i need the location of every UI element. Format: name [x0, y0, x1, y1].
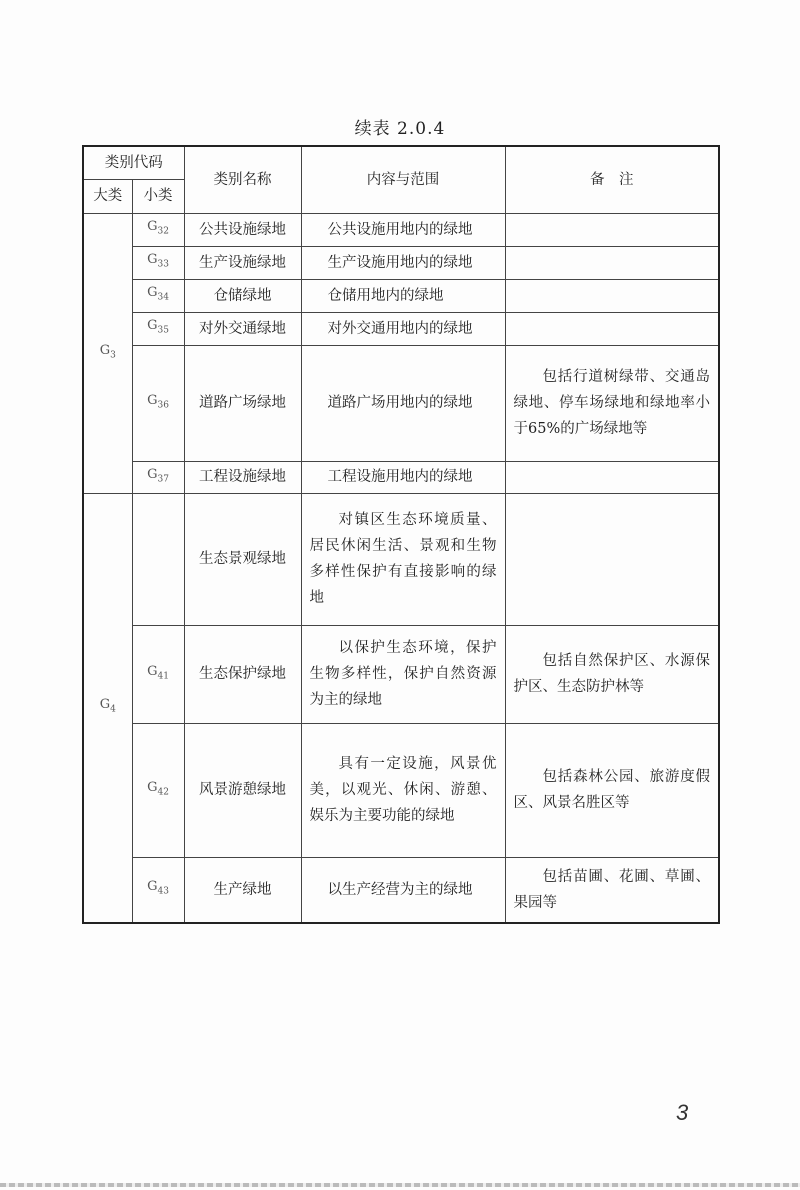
- remark: 包括行道树绿带、交通岛绿地、停车场绿地和绿地率小于65%的广场绿地等: [505, 345, 719, 461]
- header-code: 类别代码: [83, 146, 184, 179]
- category-name: 对外交通绿地: [184, 312, 301, 345]
- table-title: 续表 2.0.4: [354, 119, 446, 139]
- minor-code: $G_{35}$: [132, 312, 184, 345]
- major-code: $G_3$: [83, 213, 132, 493]
- minor-code: $G_{33}$: [132, 246, 184, 279]
- content-scope: 对镇区生态环境质量、居民休闲生活、景观和生物多样性保护有直接影响的绿地: [301, 493, 505, 625]
- table-row: [83, 857, 719, 923]
- category-name: 风景游憩绿地: [184, 723, 301, 857]
- table-row: [83, 461, 719, 493]
- table-row: [83, 345, 719, 461]
- content-scope: 具有一定设施，风景优美，以观光、休闲、游憩、娱乐为主要功能的绿地: [301, 723, 505, 857]
- content-scope: 道路广场用地内的绿地: [301, 345, 505, 461]
- content-scope: 工程设施用地内的绿地: [301, 461, 505, 493]
- remark: [505, 461, 719, 493]
- table-row: [83, 312, 719, 345]
- remark: [505, 246, 719, 279]
- content-scope: 以生产经营为主的绿地: [301, 857, 505, 923]
- category-name: 仓储绿地: [184, 279, 301, 312]
- page-number: 3: [676, 1100, 689, 1125]
- remark: [505, 312, 719, 345]
- minor-code: $G_{34}$: [132, 279, 184, 312]
- remark: [505, 213, 719, 246]
- table-row: [83, 723, 719, 857]
- category-name: 生态景观绿地: [184, 493, 301, 625]
- header-note: 备 注: [505, 146, 719, 213]
- header-minor: 小类: [132, 179, 184, 213]
- minor-code: $G_{32}$: [132, 213, 184, 246]
- minor-code: $G_{43}$: [132, 857, 184, 923]
- page-edge: [0, 1183, 800, 1187]
- table-row: [83, 625, 719, 723]
- remark: [505, 279, 719, 312]
- content-scope: 公共设施用地内的绿地: [301, 213, 505, 246]
- content-scope: 仓储用地内的绿地: [301, 279, 505, 312]
- remark: [505, 493, 719, 625]
- minor-code: $G_{41}$: [132, 625, 184, 723]
- table-row: [83, 493, 719, 625]
- remark: 包括森林公园、旅游度假区、风景名胜区等: [505, 723, 719, 857]
- header-scope: 内容与范围: [301, 146, 505, 213]
- category-name: 生产绿地: [184, 857, 301, 923]
- minor-code: [132, 493, 184, 625]
- minor-code: $G_{42}$: [132, 723, 184, 857]
- header-name: 类别名称: [184, 146, 301, 213]
- category-name: 工程设施绿地: [184, 461, 301, 493]
- content-scope: 生产设施用地内的绿地: [301, 246, 505, 279]
- table-row: [83, 246, 719, 279]
- remark: 包括苗圃、花圃、草圃、果园等: [505, 857, 719, 923]
- table-row: [83, 279, 719, 312]
- header-major: 大类: [83, 179, 132, 213]
- table-row: [83, 213, 719, 246]
- category-name: 道路广场绿地: [184, 345, 301, 461]
- content-scope: 对外交通用地内的绿地: [301, 312, 505, 345]
- minor-code: $G_{36}$: [132, 345, 184, 461]
- category-name: 生态保护绿地: [184, 625, 301, 723]
- minor-code: $G_{37}$: [132, 461, 184, 493]
- remark: 包括自然保护区、水源保护区、生态防护林等: [505, 625, 719, 723]
- category-name: 生产设施绿地: [184, 246, 301, 279]
- category-name: 公共设施绿地: [184, 213, 301, 246]
- green-space-classification-table: [82, 145, 720, 924]
- content-scope: 以保护生态环境，保护生物多样性，保护自然资源为主的绿地: [301, 625, 505, 723]
- major-code: $G_4$: [83, 493, 132, 923]
